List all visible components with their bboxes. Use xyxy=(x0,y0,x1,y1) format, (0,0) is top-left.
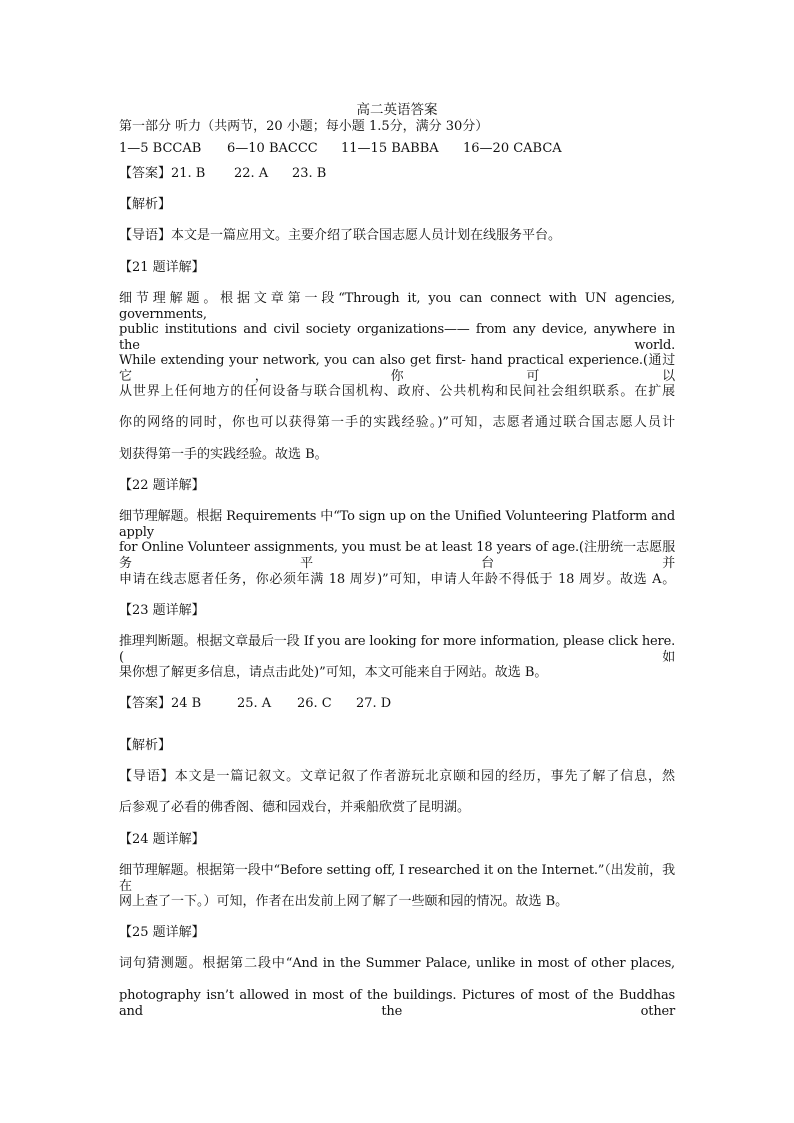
question-21-heading: 【21 题详解】 xyxy=(119,260,205,275)
answer-item: 22. A xyxy=(234,166,269,181)
question-24-heading: 【24 题详解】 xyxy=(119,832,205,847)
q24-text-line: 细节理解题。根据第一段中“Before setting off, I researched it on the Internet.”（出发前，我在 xyxy=(119,863,675,894)
listening-answer-group: 6—10 BACCC xyxy=(227,141,318,156)
answer-item: 27. D xyxy=(356,696,392,711)
guide-paragraph: 【导语】本文是一篇应用文。主要介绍了联合国志愿人员计划在线服务平台。 xyxy=(119,228,562,243)
answer-label: 【答案】24 B xyxy=(119,696,202,711)
listening-answer-group: 11—15 BABBA xyxy=(341,141,439,156)
q21-text-line: 你的网络的同时，你也可以获得第一手的实践经验。)”可知，志愿者通过联合国志愿人员计 xyxy=(119,415,675,430)
q25-text-line: photography isn’t allowed in most of the buildings. Pictures of most of the Buddhas and the other xyxy=(119,988,675,1019)
section-heading-listening: 第一部分 听力（共两节，20 小题；每小题 1.5分，满分 30分） xyxy=(119,119,489,134)
q22-text-line: 申请在线志愿者任务，你必须年满 18 周岁)”可知，申请人年龄不得低于 18 周岁。故选 A。 xyxy=(119,572,675,587)
listening-answers xyxy=(119,141,562,157)
q21-text-line: 细节理解题。根据文章第一段“Through it, you can connect with UN agencies, governments, xyxy=(119,291,675,322)
answer-item: 25. A xyxy=(237,696,272,711)
guide-paragraph-line: 【导语】本文是一篇记叙文。文章记叙了作者游玩北京颐和园的经历，事先了解了信息，然 xyxy=(119,769,675,784)
page-title: 高二英语答案 xyxy=(356,102,438,118)
answers-21-23 xyxy=(119,166,327,182)
guide-paragraph-line: 后参观了必看的佛香阁、德和园戏台，并乘船欣赏了昆明湖。 xyxy=(119,800,471,815)
question-23-heading: 【23 题详解】 xyxy=(119,603,205,618)
q21-text-line: public institutions and civil society organizations—— from any device, anywhere in the world. xyxy=(119,322,675,353)
analysis-heading: 【解析】 xyxy=(119,738,172,753)
answers-24-27 xyxy=(119,696,392,712)
answer-label: 【答案】21. B xyxy=(119,166,206,181)
listening-answer-group: 1—5 BCCAB xyxy=(119,141,202,156)
question-25-heading: 【25 题详解】 xyxy=(119,925,205,940)
q21-text-line: 划获得第一手的实践经验。故选 B。 xyxy=(119,447,328,462)
q21-text-line: 从世界上任何地方的任何设备与联合国机构、政府、公共机构和民间社会组织联系。在扩展 xyxy=(119,384,675,399)
q22-text-line: for Online Volunteer assignments, you must be at least 18 years of age.(注册统一志愿服务平台并 xyxy=(119,540,675,571)
q23-text-line: 果你想了解更多信息，请点击此处)”可知，本文可能来自于网站。故选 B。 xyxy=(119,665,548,680)
answer-item: 23. B xyxy=(292,166,327,181)
analysis-heading: 【解析】 xyxy=(119,197,172,212)
q24-text-line: 网上查了一下。）可知，作者在出发前上网了解了一些颐和园的情况。故选 B。 xyxy=(119,894,569,909)
q25-text-line: 词句猜测题。根据第二段中“And in the Summer Palace, unlike in most of other places, xyxy=(119,956,675,971)
q22-text-line: 细节理解题。根据 Requirements 中“To sign up on the Unified Volunteering Platform and apply xyxy=(119,509,675,540)
question-22-heading: 【22 题详解】 xyxy=(119,478,205,493)
q21-text-line: While extending your network, you can also get first- hand practical experience.(通过它，你可以 xyxy=(119,353,675,384)
answer-item: 26. C xyxy=(297,696,332,711)
listening-answer-group: 16—20 CABCA xyxy=(463,141,562,156)
q23-text-line: 推理判断题。根据文章最后一段 If you are looking for more information, please click here.(如 xyxy=(119,634,675,665)
